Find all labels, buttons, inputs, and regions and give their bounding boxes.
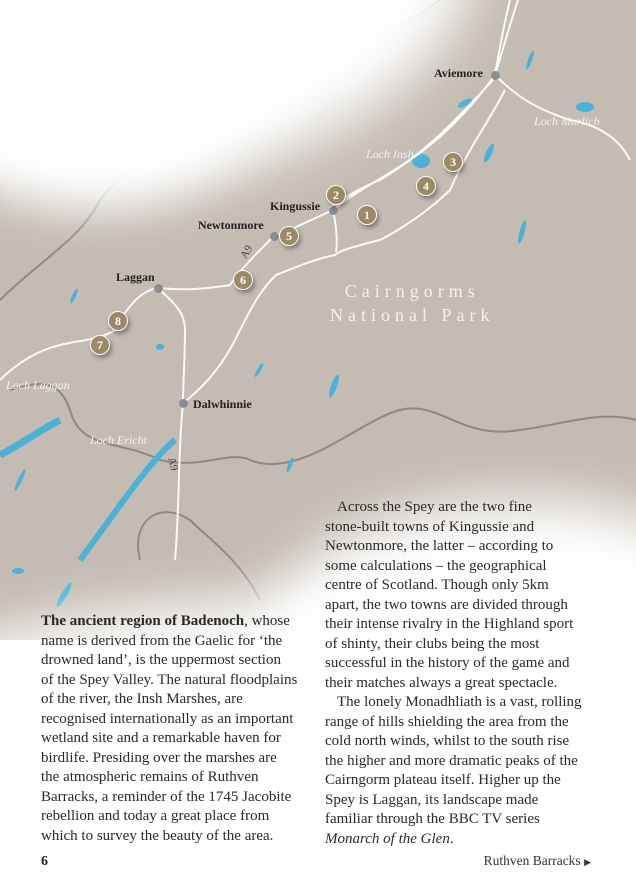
text-line: centre of Scotland. Though only 5km xyxy=(325,577,549,593)
town-label-newtonmore: Newtonmore xyxy=(198,218,264,232)
text-line: Cairngorm plateau itself. Higher up the xyxy=(325,772,561,788)
page-number: 6 xyxy=(41,854,48,869)
loch-morlich-water xyxy=(576,102,594,112)
text-line: stone-built towns of Kingussie and xyxy=(325,518,535,535)
map-marker-8[interactable]: 8 xyxy=(108,311,128,331)
next-page-label: Ruthven Barracks xyxy=(483,853,581,868)
text-line: Barracks, a reminder of the 1745 Jacobite xyxy=(41,788,292,805)
triangle-right-icon: ▶ xyxy=(584,857,591,867)
text-line: their matches always a great spectacle. xyxy=(325,674,558,691)
text-line: Newtonmore, the latter – according to xyxy=(325,538,554,554)
town-dot xyxy=(179,399,188,408)
town-dot xyxy=(329,206,338,215)
map-marker-5[interactable]: 5 xyxy=(279,226,299,246)
map-marker-7[interactable]: 7 xyxy=(90,335,110,355)
text-line: The lonely Monadhliath is a vast, rolling xyxy=(337,694,582,710)
map-marker-3[interactable]: 3 xyxy=(443,152,463,172)
map-marker-4[interactable]: 4 xyxy=(416,176,436,196)
text-line: their intense rivalry in the Highland sport xyxy=(325,616,574,632)
loch-laggan-water xyxy=(0,420,60,455)
text-line: apart, the two towns are divided through xyxy=(325,596,568,613)
loch-label-ericht: Loch Ericht xyxy=(90,433,147,447)
text-line: of the Spey Valley. The natural floodplains xyxy=(41,671,298,688)
text-line: range of hills shielding the area from the xyxy=(325,713,569,730)
town-dot xyxy=(154,284,163,293)
text-line: . xyxy=(449,830,454,847)
loch-label-laggan: Loch Laggan xyxy=(6,378,70,392)
loch-ericht-water xyxy=(80,440,175,560)
town-label-kingussie: Kingussie xyxy=(270,199,321,213)
town-label-dalwhinnie: Dalwhinnie xyxy=(193,397,252,411)
text-line: wetland site and a remarkable haven for xyxy=(41,730,281,746)
text-line: recognised internationally as an important xyxy=(41,710,294,727)
right-column-text xyxy=(325,498,582,849)
text-line: the higher and more dramatic peaks of the xyxy=(325,752,578,769)
text-line: rebellion and today a great place from xyxy=(41,808,270,824)
text-line: name is derived from the Gaelic for ‘the xyxy=(41,632,283,649)
boundary-line xyxy=(10,384,636,464)
road-label-a9: A9 xyxy=(238,243,256,261)
text-line: Across the Spey are the two fine xyxy=(337,499,532,515)
park-label xyxy=(330,279,494,327)
map-marker-2[interactable]: 2 xyxy=(326,185,346,205)
text-line: drowned land’, is the uppermost section xyxy=(41,652,281,668)
boundary-line xyxy=(138,512,260,600)
text-line: which to survey the beauty of the area. xyxy=(41,827,274,844)
text-line: of the river, the Insh Marshes, are xyxy=(41,691,243,707)
tv-series-title: Monarch of the Glen xyxy=(325,830,450,847)
lead-bold: The ancient region of Badenoch xyxy=(41,613,245,629)
text-line: successful in the history of the game and xyxy=(325,655,570,671)
map-marker-1[interactable]: 1 xyxy=(357,205,377,225)
text-line: some calculations – the geographical xyxy=(325,557,547,574)
loch-label-insh: Loch Insh xyxy=(366,147,414,161)
text-line: of shinty, their clubs being the most xyxy=(325,635,540,652)
text-line: birdlife. Presiding over the marshes are xyxy=(41,749,277,766)
left-column-text xyxy=(41,612,297,846)
town-dot xyxy=(270,232,279,241)
town-dot xyxy=(491,71,500,80)
text-line: cold north winds, whilst to the south rise xyxy=(325,733,570,749)
text-line: the atmospheric remains of Ruthven xyxy=(41,769,259,785)
park-label-line2: National Park xyxy=(330,305,495,325)
text-line: , whose xyxy=(244,613,290,629)
town-label-aviemore: Aviemore xyxy=(434,66,483,80)
text-line: familiar through the BBC TV series xyxy=(325,811,540,827)
map-marker-6[interactable]: 6 xyxy=(233,270,253,290)
road-label-a9: A9 xyxy=(165,455,181,473)
next-page-link[interactable] xyxy=(484,853,591,869)
town-label-laggan: Laggan xyxy=(116,270,155,284)
park-label-line1: Cairngorms xyxy=(344,281,480,301)
loch-label-morlich: Loch Morlich xyxy=(534,114,600,128)
text-line: Spey is Laggan, its landscape made xyxy=(325,791,539,808)
